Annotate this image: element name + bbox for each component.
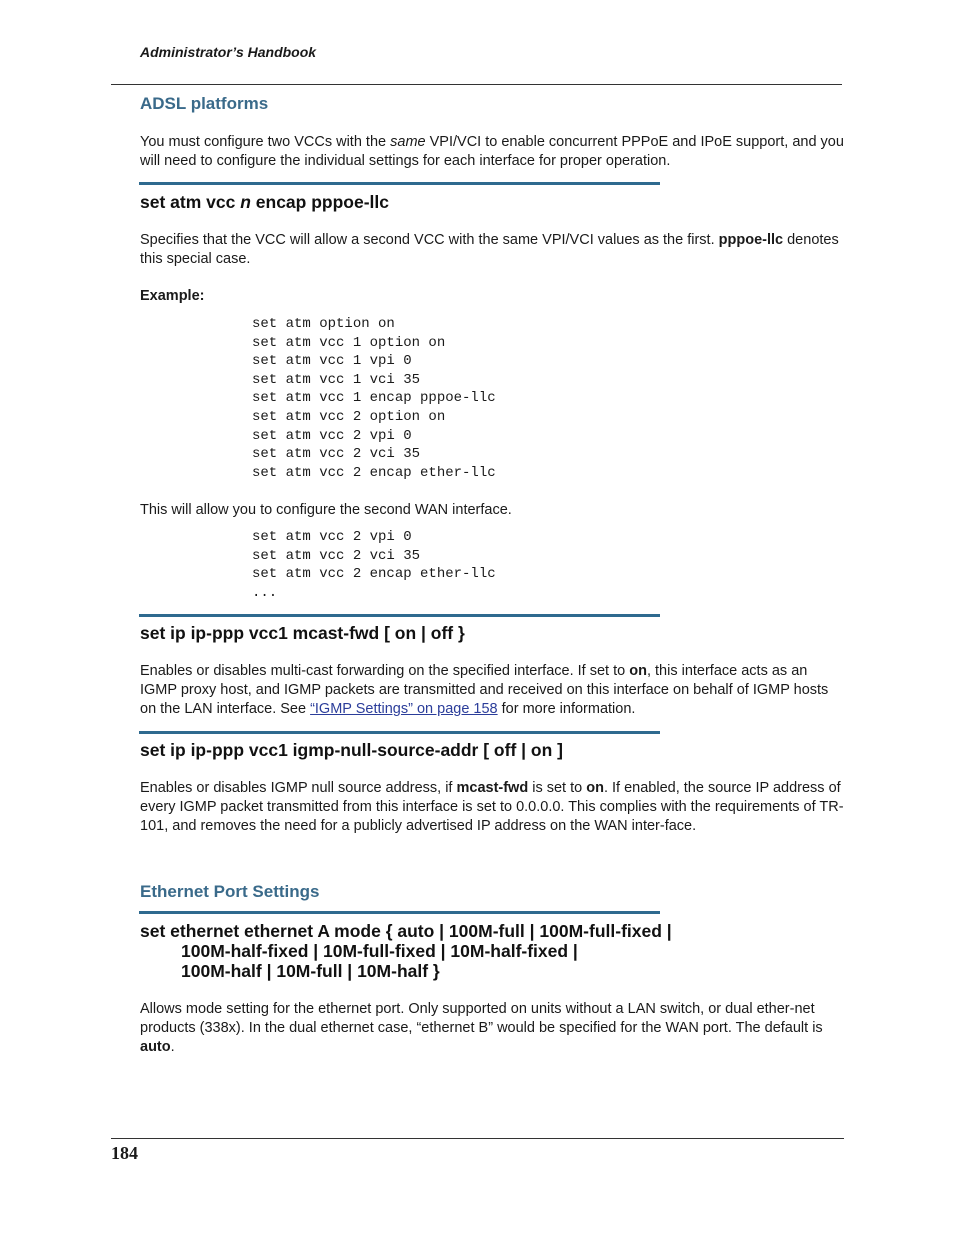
code-line: set atm vcc 2 encap ether-llc xyxy=(252,566,496,583)
code-line: set atm vcc 2 vpi 0 xyxy=(252,427,412,444)
page-number: 184 xyxy=(111,1143,138,1163)
code-line: set atm vcc 2 option on xyxy=(252,408,446,425)
footer-rule xyxy=(111,1138,844,1139)
code-line: set atm vcc 2 vci 35 xyxy=(252,446,421,463)
code-line: set atm vcc 2 encap ether-llc xyxy=(252,464,496,481)
code-line: set atm vcc 1 encap pppoe-llc xyxy=(252,390,496,407)
command-rule xyxy=(139,614,660,617)
adsl-intro-paragraph: You must configure two VCCs with the same VPI/VCI to enable concurrent PPPoE and IPoE support, and you will need to configure the individual settings for each interface for proper operation. xyxy=(140,134,844,169)
ethernet-description: Allows mode setting for the ethernet port. Only supported on units without a LAN switch, or dual ether-net products (338x). In the dual ethernet case, “ethernet B” would be specified for the WAN port. The default is auto. xyxy=(140,1001,823,1055)
code-example-block xyxy=(252,315,496,482)
igmp-settings-link[interactable]: “IGMP Settings” on page 158 xyxy=(310,701,498,717)
example-label: Example: xyxy=(140,288,205,304)
encap-after-text: This will allow you to configure the second WAN interface. xyxy=(140,502,512,518)
command-heading-encap: set atm vcc n encap pppoe-llc xyxy=(140,192,389,212)
code-example-block-2 xyxy=(252,528,496,602)
code-line: set atm vcc 1 vpi 0 xyxy=(252,353,412,370)
header-rule xyxy=(111,84,842,85)
command-rule xyxy=(139,182,660,185)
command-heading-mcast: set ip ip-ppp vcc1 mcast-fwd [ on | off } xyxy=(140,623,465,643)
command-heading-ethernet-mode: set ethernet ethernet A mode { auto | 100M-full | 100M-full-fixed | 100M-half-fixed | 10M-full-fixed | 10M-half-fixed | 100M-half | 10M-full | 10M-half } xyxy=(140,921,672,981)
command-rule xyxy=(139,731,660,734)
running-head: Administrator’s Handbook xyxy=(140,44,317,60)
encap-description: Specifies that the VCC will allow a second VCC with the same VPI/VCI values as the first. pppoe-llc denotes this special case. xyxy=(140,232,839,267)
code-line: ... xyxy=(252,584,278,601)
command-heading-igmp-null: set ip ip-ppp vcc1 igmp-null-source-addr [ off | on ] xyxy=(140,740,563,760)
section-heading-adsl: ADSL platforms xyxy=(140,94,269,113)
igmp-null-description: Enables or disables IGMP null source address, if mcast-fwd is set to on. If enabled, the source IP address of every IGMP packet transmitted from this interface is set to 0.0.0.0. This complies with the requirements of TR-101, and removes the need for a publicly advertised IP address on the WAN inter-face. xyxy=(140,780,844,834)
code-line: set atm option on xyxy=(252,316,395,332)
code-line: set atm vcc 2 vci 35 xyxy=(252,547,421,564)
code-line: set atm vcc 2 vpi 0 xyxy=(252,529,412,545)
section-heading-ethernet: Ethernet Port Settings xyxy=(140,882,320,901)
code-line: set atm vcc 1 option on xyxy=(252,334,446,351)
code-line: set atm vcc 1 vci 35 xyxy=(252,371,421,388)
mcast-description: Enables or disables multi-cast forwarding on the specified interface. If set to on, this interface acts as an IGMP proxy host, and IGMP packets are transmitted and received on this interface on behalf of IGMP hosts on the LAN interface. See “IGMP Settings” on page 158 for more information. xyxy=(140,663,829,717)
command-rule xyxy=(139,911,660,914)
